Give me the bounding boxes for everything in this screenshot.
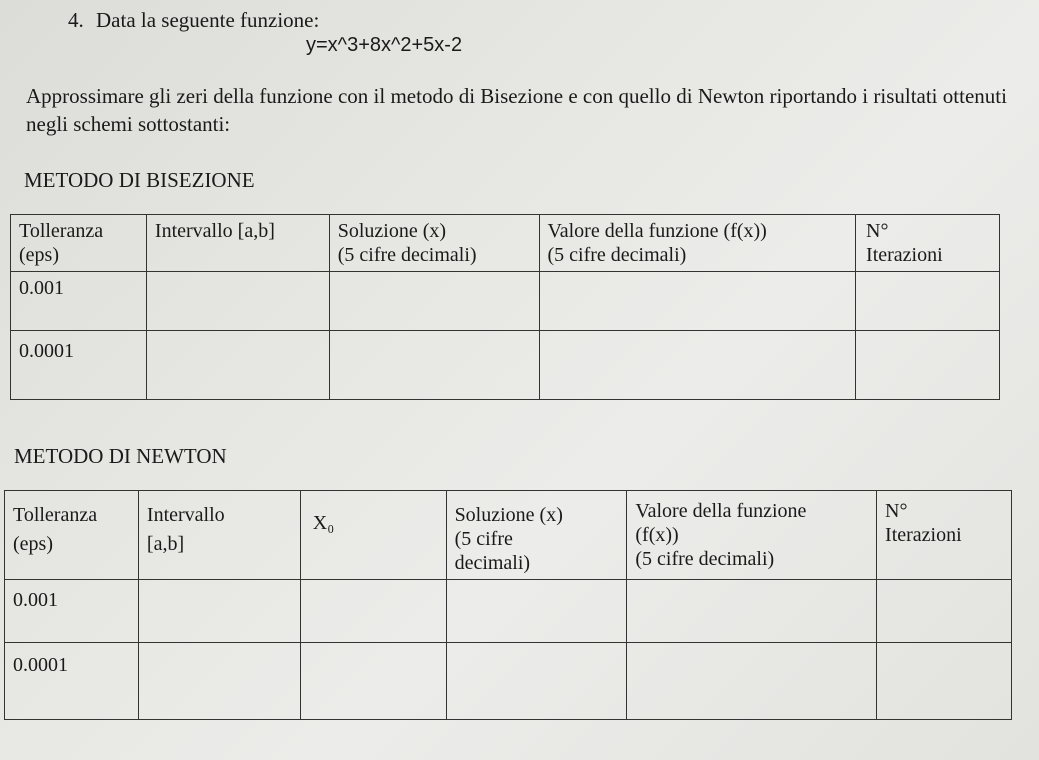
header-iterations: N° Iterazioni (856, 215, 1000, 272)
iterations-cell[interactable] (856, 272, 1000, 331)
header-iterations: N° Iterazioni (877, 491, 1012, 580)
table-row (11, 272, 1000, 331)
iterations-cell[interactable] (877, 580, 1012, 643)
solution-cell[interactable] (446, 580, 627, 643)
header-function-value: Valore della funzione (f(x)) (5 cifre decimali) (539, 215, 856, 272)
header-interval: Intervallo [a,b] (138, 491, 300, 580)
function-value-cell[interactable] (539, 331, 856, 400)
bisection-table (10, 214, 1000, 400)
interval-cell[interactable] (146, 272, 329, 331)
header-x0: X₀ (300, 491, 446, 580)
instructions-text: Approssimare gli zeri della funzione con il metodo di Bisezione e con quello di Newton riportando i risultati ottenuti negli schemi sottostanti: (26, 84, 1007, 136)
interval-cell[interactable] (146, 331, 329, 400)
function-value-cell[interactable] (539, 272, 856, 331)
header-solution: Soluzione (x) (5 cifre decimali) (446, 491, 627, 580)
interval-cell[interactable] (138, 580, 300, 643)
bisection-header-row (11, 215, 1000, 272)
solution-cell[interactable] (329, 331, 539, 400)
iterations-cell[interactable] (856, 331, 1000, 400)
x0-cell[interactable] (300, 580, 446, 643)
solution-cell[interactable] (329, 272, 539, 331)
header-solution: Soluzione (x) (5 cifre decimali) (329, 215, 539, 272)
header-interval: Intervallo [a,b] (146, 215, 329, 272)
iterations-cell[interactable] (877, 643, 1012, 720)
tolerance-cell: 0.0001 (5, 643, 139, 720)
newton-section-title: METODO DI NEWTON (14, 444, 227, 468)
tolerance-cell: 0.001 (11, 272, 147, 331)
header-function-value: Valore della funzione (f(x)) (5 cifre decimali) (627, 491, 877, 580)
table-row (11, 331, 1000, 400)
question-title: Data la seguente funzione: (96, 8, 320, 32)
function-formula: y=x^3+8x^2+5x-2 (306, 34, 463, 56)
function-value-cell[interactable] (627, 580, 877, 643)
header-tolerance: Tolleranza (eps) (5, 491, 139, 580)
interval-cell[interactable] (138, 643, 300, 720)
solution-cell[interactable] (446, 643, 627, 720)
table-row (5, 643, 1012, 720)
function-value-cell[interactable] (627, 643, 877, 720)
bisection-section-title: METODO DI BISEZIONE (24, 168, 255, 192)
table-row (5, 580, 1012, 643)
x0-cell[interactable] (300, 643, 446, 720)
question-number: 4. (68, 8, 84, 32)
tolerance-cell: 0.001 (5, 580, 139, 643)
tolerance-cell: 0.0001 (11, 331, 147, 400)
newton-header-row (5, 491, 1012, 580)
header-tolerance: Tolleranza (eps) (11, 215, 147, 272)
newton-table (4, 490, 1012, 720)
